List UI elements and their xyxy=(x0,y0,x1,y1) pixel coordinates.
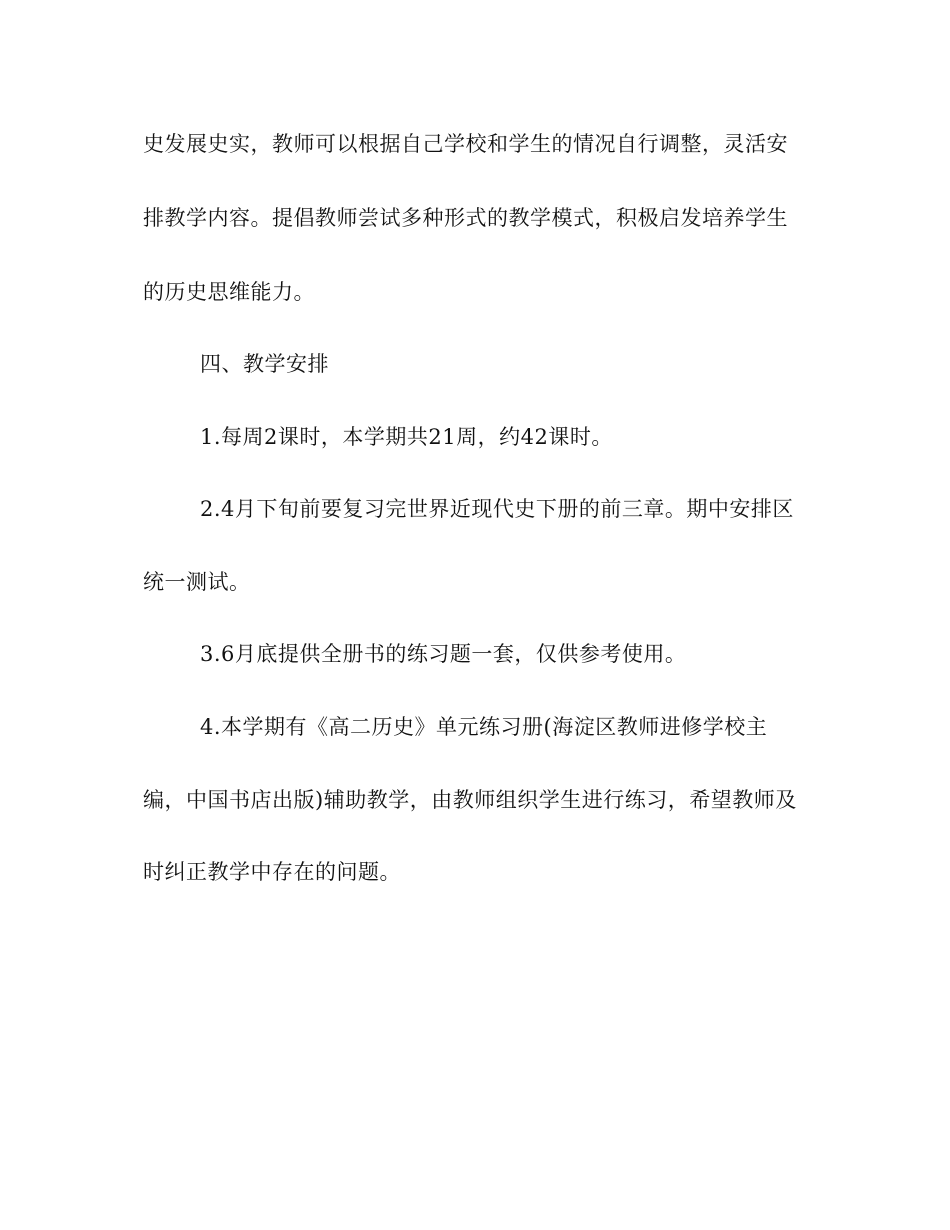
list-item: 4.本学期有《高二历史》单元练习册(海淀区教师进修学校主 xyxy=(200,715,768,739)
paragraph-line: 的历史思维能力。 xyxy=(143,280,315,304)
list-item: 1.每周2课时，本学期共21周，约42课时。 xyxy=(200,425,613,449)
list-item: 2.4月下旬前要复习完世界近现代史下册的前三章。期中安排区 xyxy=(200,497,794,521)
list-item-continuation: 统一测试。 xyxy=(143,570,251,594)
list-item-continuation: 编，中国书店出版)辅助教学，由教师组织学生进行练习，希望教师及 xyxy=(143,788,797,812)
section-heading: 四、教学安排 xyxy=(200,352,329,376)
list-item-continuation: 时纠正教学中存在的问题。 xyxy=(143,860,401,884)
paragraph-line: 排教学内容。提倡教师尝试多种形式的教学模式，积极启发培养学生 xyxy=(143,206,788,230)
list-item: 3.6月底提供全册书的练习题一套，仅供参考使用。 xyxy=(200,642,687,666)
paragraph-line: 史发展史实，教师可以根据自己学校和学生的情况自行调整，灵活安 xyxy=(143,132,788,156)
